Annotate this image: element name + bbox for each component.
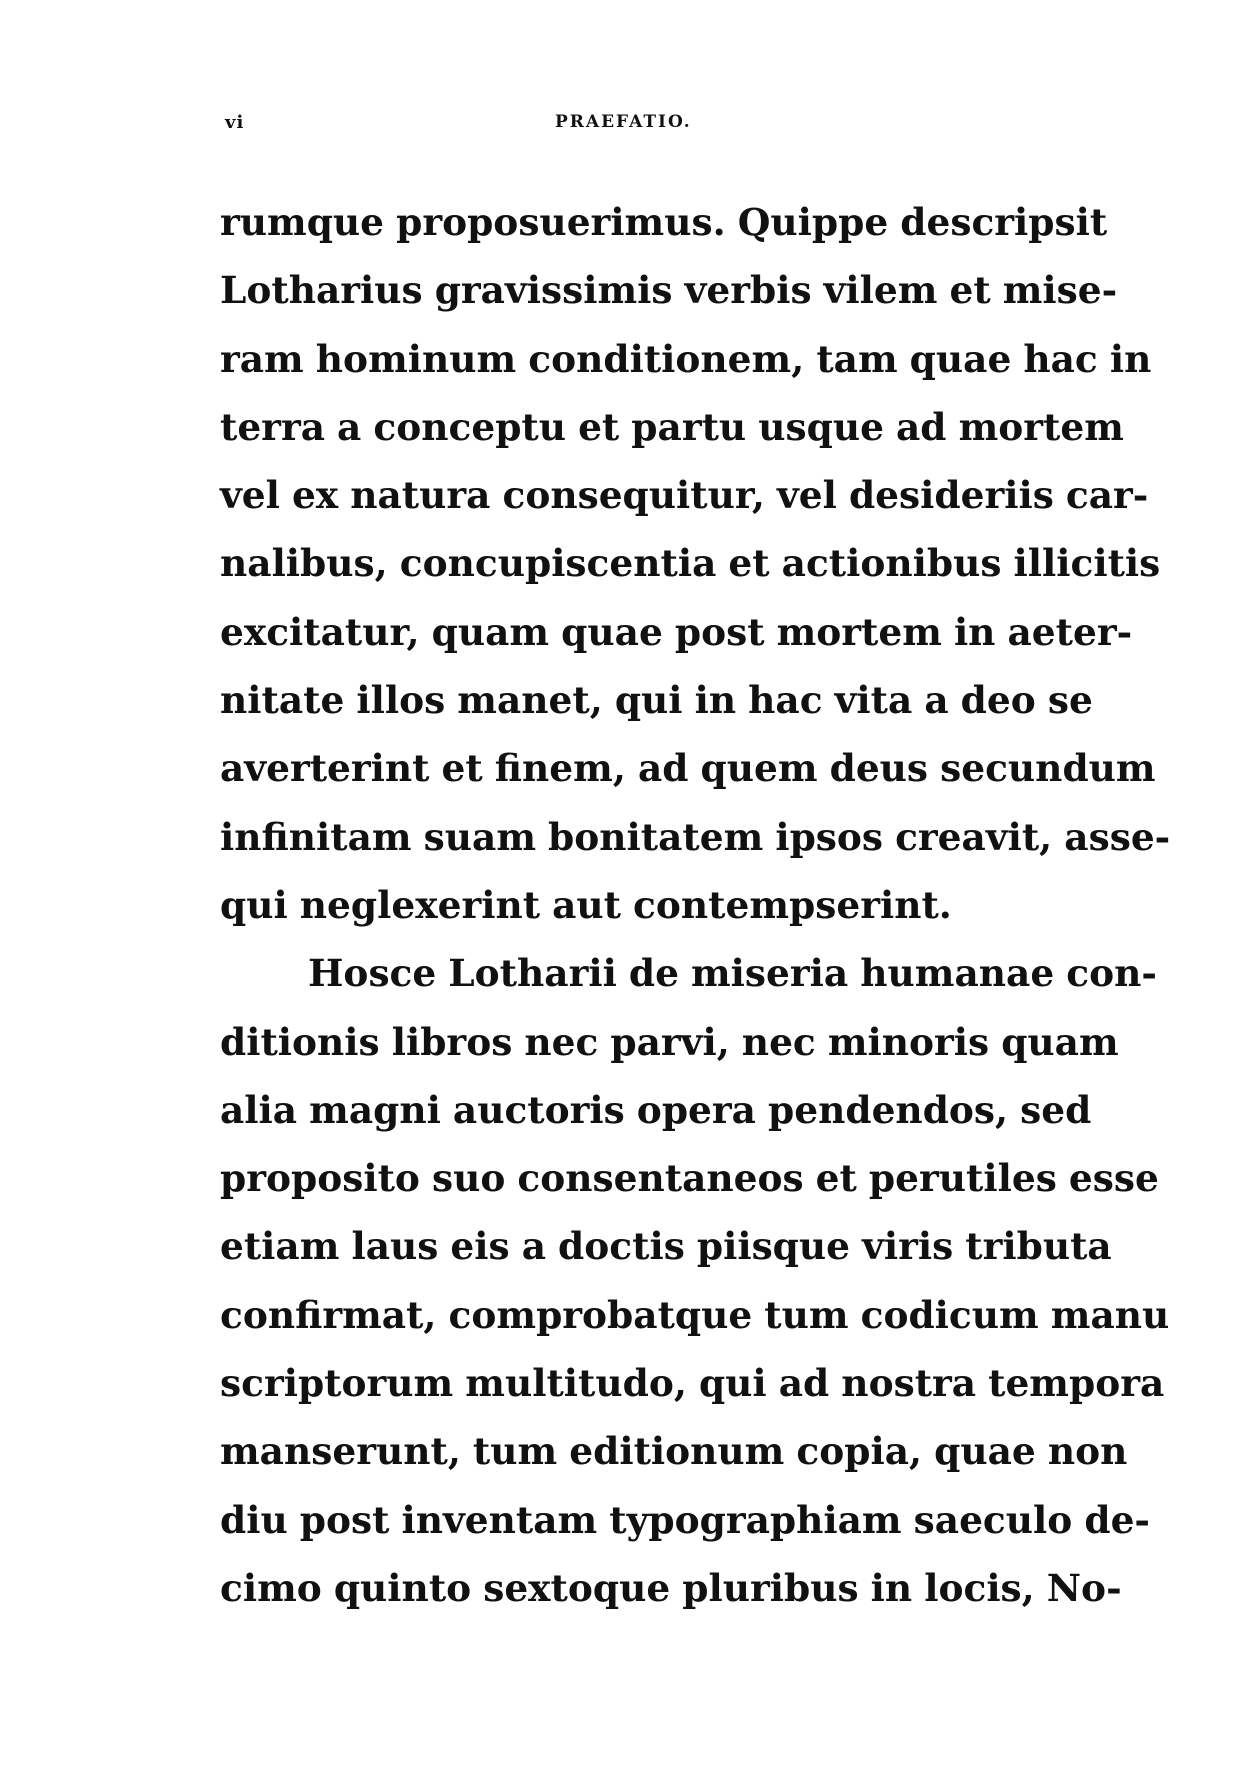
text-line: alia magni auctoris opera pendendos, sed [220, 1087, 1092, 1132]
text-line: qui neglexerint aut contempserint. [220, 882, 952, 927]
running-head [225, 112, 1045, 142]
text-line: ram hominum conditionem, tam quae hac in [220, 336, 1152, 381]
paragraph-1 [220, 188, 1171, 939]
text-line: nitate illos manet, qui in hac vita a deo se [220, 678, 1093, 723]
text-line: confirmat, comprobatque tum codicum manu [220, 1292, 1170, 1337]
paragraph-2 [220, 939, 1170, 1622]
text-line: nalibus, concupiscentia et actionibus illicitis [220, 541, 1161, 586]
text-line: etiam laus eis a doctis piisque viris tributa [220, 1224, 1112, 1269]
text-line: Lotharius gravissimis verbis vilem et mise- [220, 268, 1118, 313]
page-number: vi [225, 112, 245, 133]
text-line: manserunt, tum editionum copia, quae non [220, 1429, 1128, 1474]
text-line: diu post inventam typographiam saeculo de- [220, 1497, 1150, 1542]
text-line: terra a conceptu et partu usque ad mortem [220, 404, 1124, 449]
text-line: ditionis libros nec parvi, nec minoris quam [220, 1019, 1119, 1064]
text-line: cimo quinto sextoque pluribus in locis, No- [220, 1565, 1122, 1610]
running-head-title: PRAEFATIO. [555, 112, 692, 132]
text-line: proposito suo consentaneos et perutiles esse [220, 1156, 1159, 1201]
text-line: averterint et finem, ad quem deus secundum [220, 746, 1156, 791]
text-line: infinitam suam bonitatem ipsos creavit, asse- [220, 814, 1171, 859]
text-line: Hosce Lotharii de miseria humanae con- [308, 951, 1157, 996]
text-line: rumque proposuerimus. Quippe descripsit [220, 200, 1108, 244]
text-line: excitatur, quam quae post mortem in aeter- [220, 609, 1133, 654]
body-text [220, 188, 1171, 1622]
text-line: scriptorum multitudo, qui ad nostra tempora [220, 1361, 1165, 1406]
text-line: vel ex natura consequitur, vel desideriis car- [220, 473, 1149, 518]
